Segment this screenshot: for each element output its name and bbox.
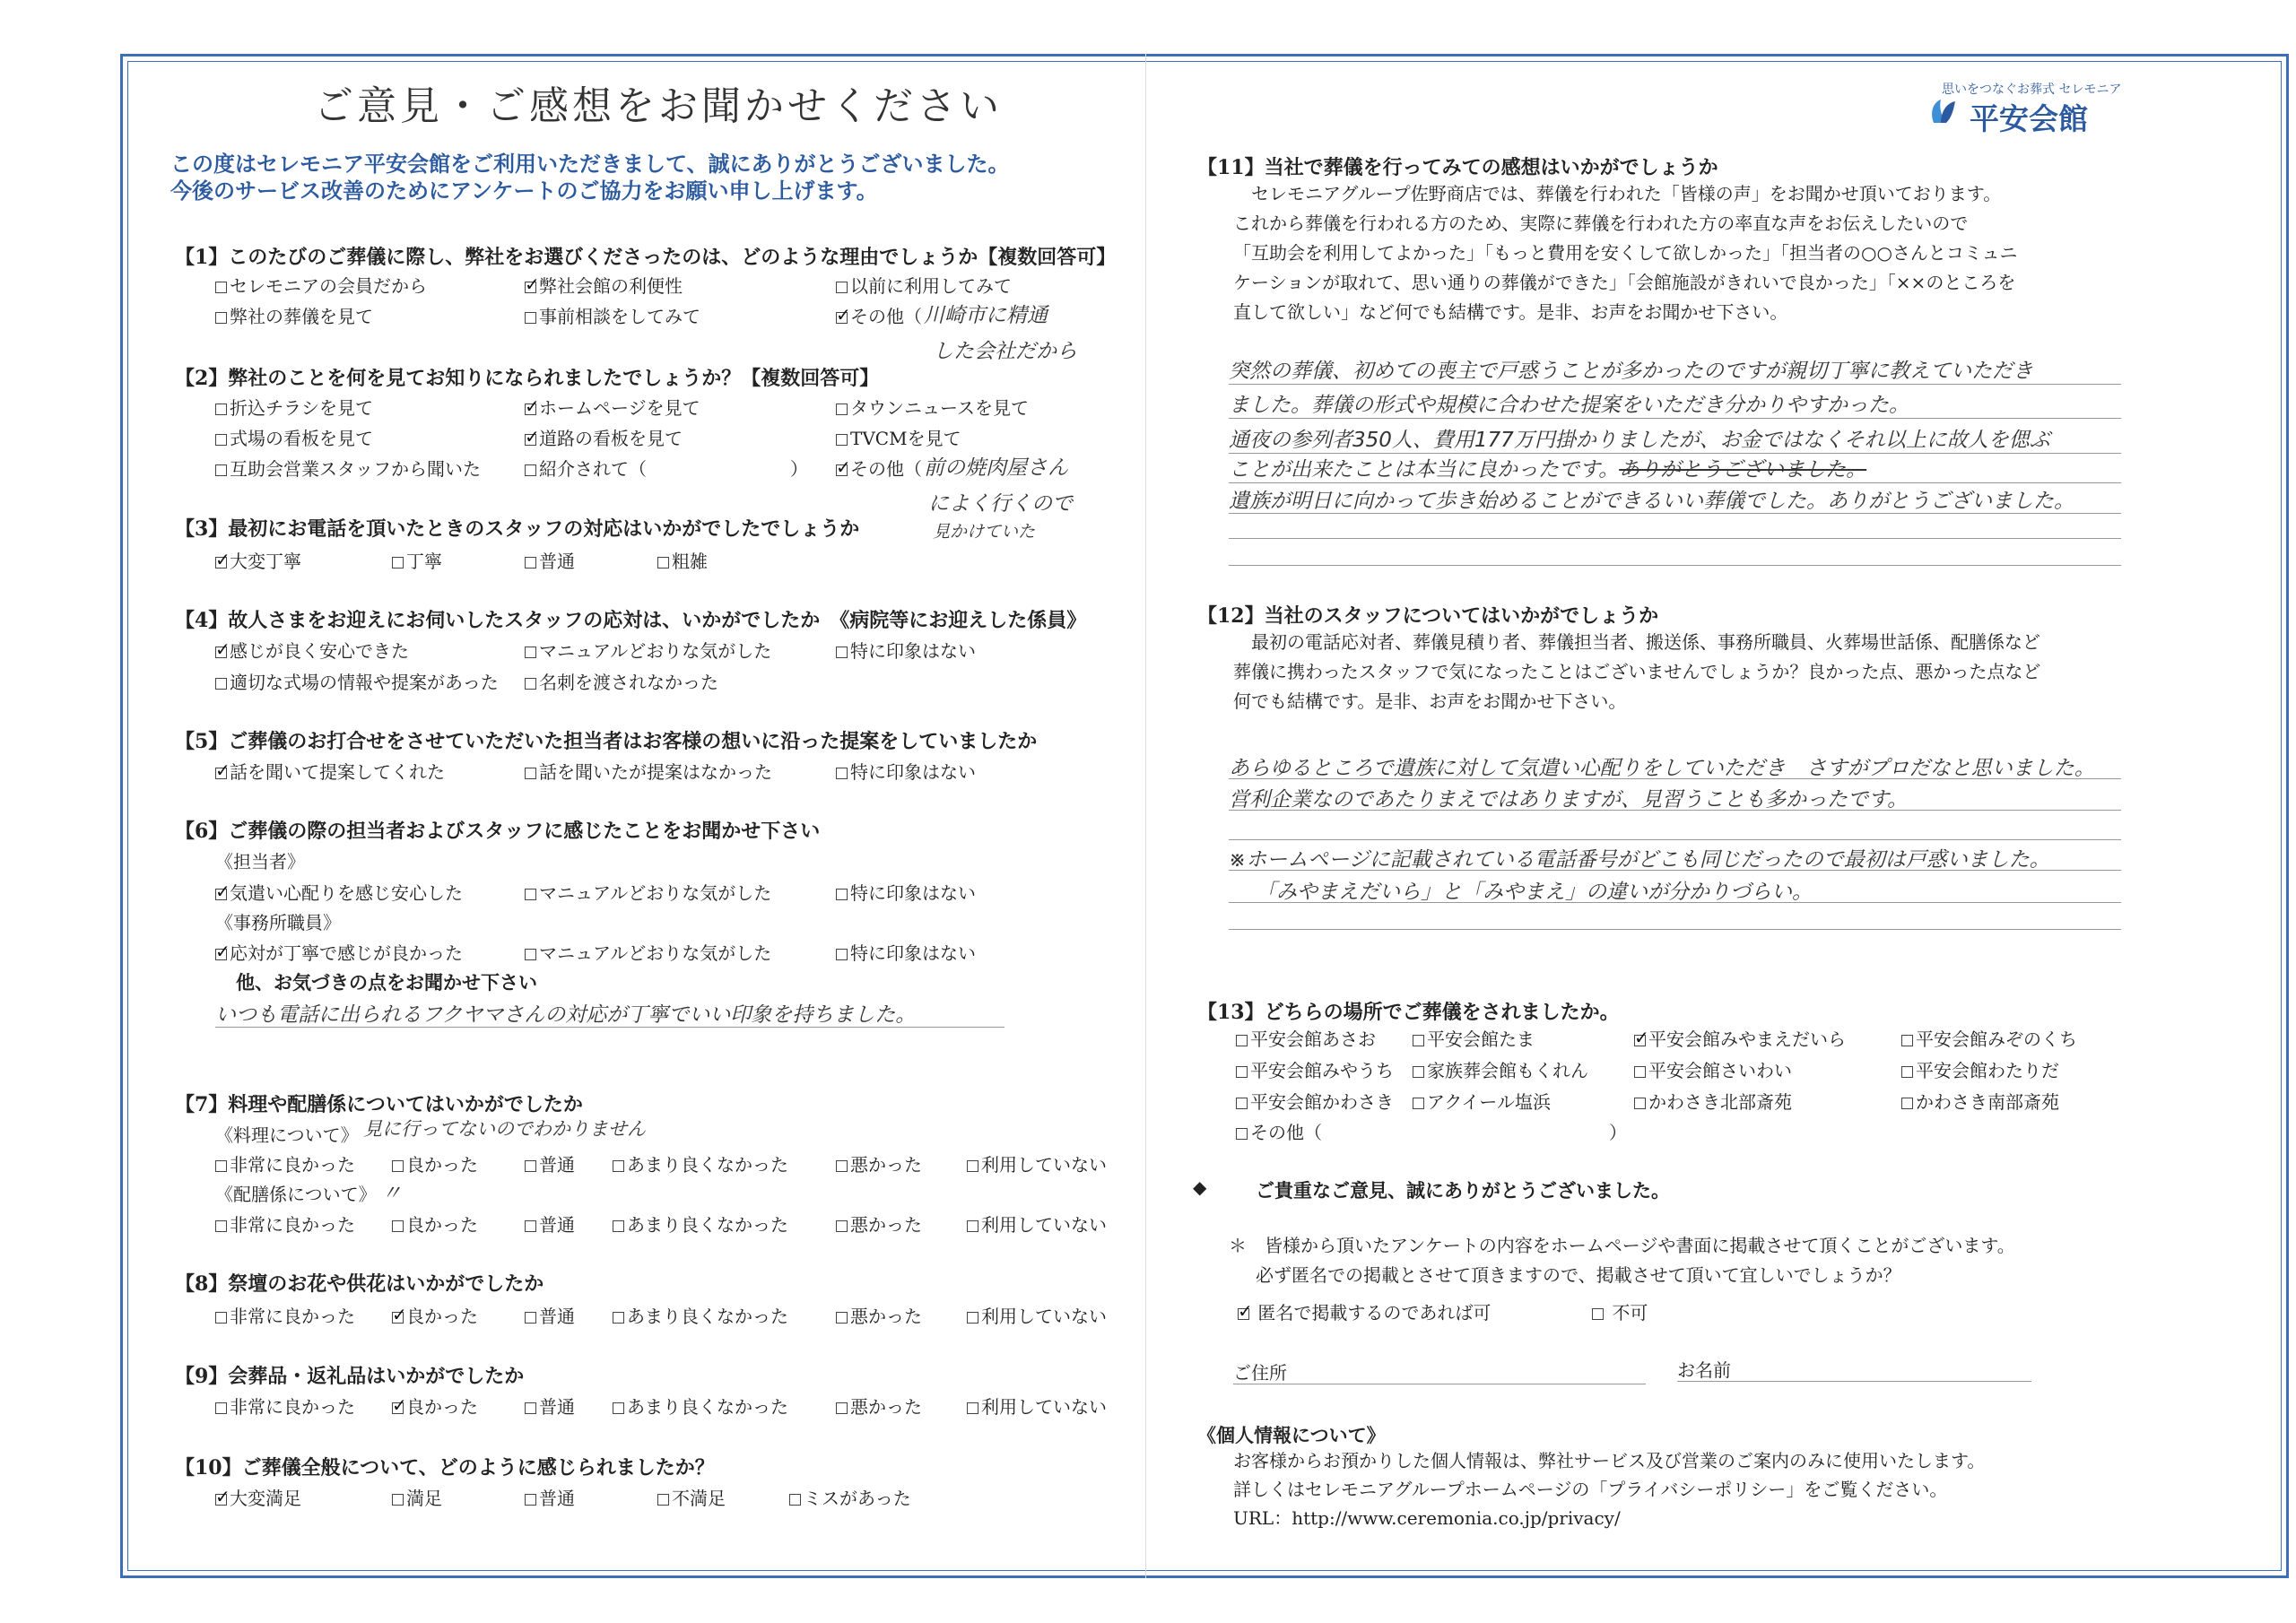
q13-opt-mokuren[interactable]: 家族葬会館もくれん [1413, 1056, 1588, 1082]
checkbox-checked-icon [525, 282, 536, 293]
checkbox-icon [1236, 1128, 1248, 1140]
checkbox-icon [525, 312, 536, 324]
checkbox-icon [525, 949, 536, 960]
q7-handwriting-1: 見に行ってないのでわかりません [363, 1118, 646, 1140]
q7-serve-opt-not-good[interactable]: あまり良くなかった [613, 1211, 788, 1237]
checkbox-icon [1236, 1098, 1248, 1109]
diamond-icon: ◆ [1193, 1176, 1207, 1198]
q2-opt-hall-sign[interactable]: 式場の看板を見て [215, 424, 373, 450]
checkbox-icon [392, 1220, 404, 1232]
checkbox-icon [836, 949, 848, 960]
address-label: ご住所 [1233, 1362, 1287, 1384]
q10-opt-unsatisfied[interactable]: 不満足 [657, 1484, 726, 1510]
checkbox-icon [215, 1402, 227, 1414]
intro-line-1: この度はセレモニア平安会館をご利用いただきまして、誠にありがとうございました。 [170, 151, 1010, 177]
checkbox-checked-icon [215, 647, 227, 658]
checkbox-checked-icon [215, 557, 227, 568]
q7-food-opt-normal[interactable]: 普通 [525, 1150, 575, 1176]
q7-serve-opt-good[interactable]: 良かった [392, 1211, 478, 1237]
checkbox-checked-icon [525, 434, 536, 446]
checkbox-icon [525, 1494, 536, 1506]
q7-sub-serving: 《配膳係について》 [215, 1184, 377, 1205]
q7-sub-food: 《料理について》 [215, 1124, 359, 1146]
q6-staff-opt-care[interactable]: ✓気遣い心配りを感じ安心した [215, 879, 463, 905]
q12-handwriting-4[interactable]: 「みやまえだいら」と「みやまえ」の違いが分かりづらい。 [1256, 881, 1813, 904]
checkbox-icon [215, 434, 227, 446]
q11-handwriting-2[interactable]: ました。葬儀の形式や規模に合わせた提案をいただき分かりやすかった。 [1229, 394, 1909, 417]
privacy-text-1: お客様からお預かりした個人情報は、弊社サービス及び営業のご案内のみに使用いたします。 [1233, 1450, 1986, 1471]
checkbox-icon [967, 1312, 978, 1324]
page-title: ご意見・ご感想をお聞かせください [314, 83, 1003, 129]
q10-opt-very-satisfied[interactable]: ✓大変満足 [215, 1484, 301, 1510]
q5-opt-listened[interactable]: ✓話を聞いて提案してくれた [215, 758, 445, 784]
q11-write-line-4 [1229, 482, 2121, 483]
q12-body-2: 葬儀に携わったスタッフで気になったことはございませんでしょうか？良かった点、悪かった点など [1233, 661, 2041, 682]
q7-food-opt-very-good[interactable]: 非常に良かった [215, 1150, 355, 1176]
q6-handwriting[interactable]: いつも電話に出られるフクヤマさんの対応が丁寧でいい印象を持ちました。 [215, 1003, 917, 1027]
q3-opt-polite[interactable]: 丁寧 [392, 547, 442, 573]
checkbox-icon [967, 1160, 978, 1172]
q6-other-label: 他、お気づきの点をお聞かせ下さい [236, 971, 537, 994]
name-label: お名前 [1677, 1359, 1731, 1381]
checkbox-icon [525, 678, 536, 690]
checkbox-icon [1901, 1066, 1913, 1078]
q12-handwriting-1[interactable]: あらゆるところで遺族に対して気遣い心配りをしていただき さすがプロだなと思いました。 [1229, 757, 2095, 780]
logo-icon [1928, 96, 1959, 126]
company-logo [1928, 76, 2197, 148]
q13-opt-miyamaedaira[interactable]: ✓ 平安会館みやまえだいら [1634, 1025, 1846, 1051]
q7-serve-opt-very-good[interactable]: 非常に良かった [215, 1211, 355, 1237]
checkbox-icon [1634, 1098, 1646, 1109]
q7-serve-opt-bad[interactable]: 悪かった [836, 1211, 922, 1237]
q2-handwriting-1: 前の焼肉屋さん [924, 456, 1068, 480]
checkbox-icon [1236, 1066, 1248, 1078]
q9-opt-unused[interactable]: 利用していない [967, 1393, 1107, 1419]
q9-label: 【9】会葬品・返礼品はいかがでしたか [175, 1365, 525, 1388]
checkbox-icon [613, 1160, 624, 1172]
checkbox-icon [215, 464, 227, 476]
q4-opt-good[interactable]: ✓感じが良く安心できた [215, 637, 409, 663]
q12-write-line-2 [1229, 810, 2121, 811]
q12-write-line-5 [1229, 902, 2121, 903]
checkbox-icon [836, 434, 848, 446]
checkbox-checked-icon [215, 889, 227, 900]
q9-opt-good[interactable]: ✓ 良かった [392, 1393, 478, 1419]
q10-opt-satisfied[interactable]: 満足 [392, 1484, 442, 1510]
checkbox-checked-icon [836, 464, 848, 476]
q4-opt-manual[interactable]: マニュアルどおりな気がした [525, 637, 771, 663]
checkbox-icon [836, 1160, 848, 1172]
q9-opt-very-good[interactable]: 非常に良かった [215, 1393, 355, 1419]
checkbox-checked-icon [836, 312, 848, 324]
q8-opt-not-good[interactable]: あまり良くなかった [613, 1302, 788, 1328]
q6-label: 【6】ご葬儀の際の担当者およびスタッフに感じたことをお聞かせ下さい [175, 820, 821, 843]
checkbox-icon [1901, 1098, 1913, 1109]
q8-opt-good[interactable]: ✓ 良かった [392, 1302, 478, 1328]
checkbox-icon [525, 1402, 536, 1414]
checkbox-checked-icon [215, 1494, 227, 1506]
checkbox-icon [525, 464, 536, 476]
checkbox-checked-icon [392, 1402, 404, 1414]
q3-opt-very-polite[interactable]: ✓大変丁寧 [215, 547, 301, 573]
q1-opt-used-before[interactable]: 以前に利用してみて [836, 272, 1012, 298]
q11-body-5: 直して欲しい」など何でも結構です。是非、お声をお聞かせ下さい。 [1233, 301, 1788, 323]
q11-handwriting-4[interactable]: ことが出来たことは本当に良かったです。ありがとうございました。 [1229, 458, 1867, 482]
checkbox-checked-icon [215, 949, 227, 960]
checkbox-icon [215, 312, 227, 324]
q3-opt-rough[interactable]: 粗雑 [657, 547, 708, 573]
checkbox-icon [836, 889, 848, 900]
q13-opt-miyauchi[interactable]: 平安会館みやうち [1236, 1056, 1394, 1082]
q1-handwriting-1: 川崎市に精通 [924, 304, 1048, 327]
q13-opt-wataruda[interactable]: 平安会館わたりだ [1901, 1056, 2059, 1082]
checkbox-icon [525, 768, 536, 779]
q1-opt-member[interactable]: セレモニアの会員だから [215, 272, 427, 298]
q11-body-3: 「互助会を利用してよかった」「もっと費用を安くして欲しかった」「担当者の○○さんとコミュニ [1233, 242, 2018, 264]
q11-write-line-1 [1229, 384, 2121, 385]
q11-handwriting-5[interactable]: 遺族が明日に向かって歩き始めることができるいい葬儀でした。ありがとうございました。 [1229, 490, 2074, 513]
q13-opt-accueil[interactable]: アクイール塩浜 [1413, 1088, 1551, 1114]
q11-body-1: セレモニアグループ佐野商店では、葬儀を行われた「皆様の声」をお聞かせ頂いております。 [1251, 183, 2002, 204]
privacy-title: 《個人情報について》 [1197, 1424, 1386, 1446]
q7-serve-opt-unused[interactable]: 利用していない [967, 1211, 1107, 1237]
publish-opt-ok[interactable]: ✓ 匿名で掲載するのであれば可 [1238, 1298, 1491, 1324]
checkbox-icon [836, 1312, 848, 1324]
q13-opt-asao[interactable]: 平安会館あさお [1236, 1025, 1376, 1051]
checkbox-icon [215, 1312, 227, 1324]
q1-opt-consult[interactable]: 事前相談をしてみて [525, 302, 700, 328]
q11-write-line-5 [1229, 513, 2121, 514]
checkbox-checked-icon [1634, 1035, 1646, 1046]
q3-opt-normal[interactable]: 普通 [525, 547, 575, 573]
logo-tagline: 思いをつなぐお葬式 セレモニア [1942, 82, 2122, 97]
q6-sub-office: 《事務所職員》 [215, 912, 341, 933]
checkbox-icon [613, 1312, 624, 1324]
checkbox-icon [836, 282, 848, 293]
q2-opt-road-sign[interactable]: ✓ 道路の看板を見て [525, 424, 683, 450]
checkbox-icon [836, 768, 848, 779]
q2-opt-homepage[interactable]: ✓ ホームページを見て [525, 394, 700, 420]
q2-opt-tvcm[interactable]: TVCMを見て [836, 424, 961, 450]
q12-handwriting-3[interactable]: ※ホームページに記載されている電話番号がどこも同じだったので最初は戸惑いました。 [1229, 848, 2050, 872]
page-fold [1145, 54, 1146, 1578]
q12-write-line-6 [1229, 929, 2121, 930]
q8-opt-bad[interactable]: 悪かった [836, 1302, 922, 1328]
privacy-url[interactable]: URL：http://www.ceremonia.co.jp/privacy/ [1233, 1507, 1621, 1529]
checkbox-icon [613, 1402, 624, 1414]
q4-opt-no-impression[interactable]: 特に印象はない [836, 637, 976, 663]
q1-opt-saw-funeral[interactable]: 弊社の葬儀を見て [215, 302, 373, 328]
checkbox-icon [1592, 1308, 1604, 1320]
q1-handwriting-2: した会社だから [933, 340, 1077, 363]
q11-write-line-2 [1229, 418, 2121, 419]
checkbox-icon [657, 557, 669, 568]
q13-opt-south-saien[interactable]: かわさき南部斎苑 [1901, 1088, 2059, 1114]
intro-line-2: 今後のサービス改善のためにアンケートのご協力をお願い申し上げます。 [170, 178, 878, 204]
q7-food-opt-good[interactable]: 良かった [392, 1150, 478, 1176]
q2-handwriting-3: 見かけていた [933, 522, 1036, 542]
q2-opt-town-news[interactable]: タウンニュースを見て [836, 394, 1029, 420]
q8-opt-unused[interactable]: 利用していない [967, 1302, 1107, 1328]
checkbox-icon [1413, 1098, 1424, 1109]
q6-office-opt-none[interactable]: 特に印象はない [836, 939, 976, 965]
q3-label: 【3】最初にお電話を頂いたときのスタッフの対応はいかがでしたでしょうか [175, 517, 860, 541]
q13-opt-mizonokuchi[interactable]: 平安会館みぞのくち [1901, 1025, 2077, 1051]
checkbox-icon [1634, 1066, 1646, 1078]
q12-body-1: 最初の電話応対者、葬儀見積り者、葬儀担当者、搬送係、事務所職員、火葬場世話係、配膳係など [1251, 631, 2040, 653]
checkbox-icon [215, 1220, 227, 1232]
q13-opt-tama[interactable]: 平安会館たま [1413, 1025, 1535, 1051]
q7-food-opt-bad[interactable]: 悪かった [836, 1150, 922, 1176]
q13-opt-other[interactable]: その他（ ） [1236, 1118, 1627, 1144]
q2-label: 【2】弊社のことを何を見てお知りになられましたでしょうか？【複数回答可】 [175, 367, 880, 390]
q8-label: 【8】祭壇のお花や供花はいかがでしたか [175, 1272, 544, 1296]
checkbox-icon [525, 1312, 536, 1324]
q11-write-line-7 [1229, 565, 2121, 566]
checkbox-icon [1901, 1035, 1913, 1046]
q9-opt-normal[interactable]: 普通 [525, 1393, 575, 1419]
name-field[interactable] [1677, 1381, 2031, 1382]
checkbox-icon [525, 647, 536, 658]
q11-handwriting-3[interactable]: 通夜の参列者350人、費用177万円掛かりましたが、お金ではなくそれ以上に故人を偲ぶ [1229, 429, 2050, 452]
q13-opt-north-saien[interactable]: かわさき北部斎苑 [1634, 1088, 1792, 1114]
q9-opt-bad[interactable]: 悪かった [836, 1393, 922, 1419]
checkbox-icon [1236, 1035, 1248, 1046]
publish-opt-ng[interactable]: 不可 [1592, 1298, 1648, 1324]
checkbox-checked-icon [525, 404, 536, 415]
q13-label: 【13】どちらの場所でご葬儀をされましたか。 [1197, 1001, 1620, 1024]
q12-label: 【12】当社のスタッフについてはいかがでしょうか [1197, 604, 1659, 628]
q4-opt-no-card[interactable]: 名刺を渡されなかった [525, 668, 718, 694]
publish-note-2: 必ず匿名での掲載とさせて頂きますので、掲載させて頂いて宜しいでしょうか？ [1256, 1264, 1901, 1286]
checkbox-icon [836, 1402, 848, 1414]
checkbox-icon [215, 404, 227, 415]
q13-opt-kawasaki[interactable]: 平安会館かわさき [1236, 1088, 1394, 1114]
privacy-text-2: 詳しくはセレモニアグループホームページの「プライバシーポリシー」をご覧ください。 [1233, 1479, 1948, 1500]
closing-thanks: ご貴重なご意見、誠にありがとうございました。 [1256, 1179, 1670, 1202]
q11-body-4: ケーションが取れて、思い通りの葬儀ができた」「会館施設がきれいで良かった」「××のところを [1233, 272, 2016, 293]
checkbox-icon [215, 678, 227, 690]
checkbox-icon [215, 282, 227, 293]
q10-opt-mistake[interactable]: ミスがあった [789, 1484, 911, 1510]
q11-body-2: これから葬儀を行われる方のため、実際に葬儀を行われた方の率直な声をお伝えしたいので [1233, 213, 1969, 234]
checkbox-icon [613, 1220, 624, 1232]
q12-write-line-1 [1229, 778, 2121, 779]
q5-opt-no-proposal[interactable]: 話を聞いたが提案はなかった [525, 758, 772, 784]
q6-write-line [215, 1027, 1004, 1028]
checkbox-icon [392, 1494, 404, 1506]
q6-office-opt-polite[interactable]: ✓応対が丁寧で感じが良かった [215, 939, 463, 965]
q13-opt-saiwai[interactable]: 平安会館さいわい [1634, 1056, 1792, 1082]
q7-handwriting-2: 〃 [381, 1182, 402, 1205]
q7-food-opt-not-good[interactable]: あまり良くなかった [613, 1150, 788, 1176]
q6-staff-opt-none[interactable]: 特に印象はない [836, 879, 976, 905]
q5-opt-no-impression[interactable]: 特に印象はない [836, 758, 976, 784]
checkbox-icon [525, 1220, 536, 1232]
checkbox-icon [1413, 1066, 1424, 1078]
q8-opt-normal[interactable]: 普通 [525, 1302, 575, 1328]
checkbox-icon [392, 557, 404, 568]
checkbox-icon [836, 1220, 848, 1232]
q8-opt-very-good[interactable]: 非常に良かった [215, 1302, 355, 1328]
q2-opt-mutual-aid[interactable]: 互助会営業スタッフから聞いた [215, 455, 481, 481]
q1-opt-other[interactable]: ✓ その他（ [836, 302, 922, 328]
logo-name: 平安会館 [1970, 101, 2088, 136]
q10-opt-normal[interactable]: 普通 [525, 1484, 575, 1510]
q10-label: 【10】ご葬儀全般について、どのように感じられましたか？ [175, 1456, 715, 1480]
q2-opt-flyer[interactable]: 折込チラシを見て [215, 394, 373, 420]
checkbox-icon [215, 1160, 227, 1172]
q12-handwriting-2[interactable]: 営利企業なのであたりまえではありますが、見習うことも多かったです。 [1229, 788, 1909, 812]
q12-write-line-4 [1229, 870, 2121, 871]
checkbox-icon [1413, 1035, 1424, 1046]
checkbox-icon [967, 1220, 978, 1232]
q1-label: 【1】このたびのご葬儀に際し、弊社をお選びくださったのは、どのような理由でしょうか【複数回答可】 [175, 246, 1117, 269]
checkbox-icon [967, 1402, 978, 1414]
q7-food-opt-unused[interactable]: 利用していない [967, 1150, 1107, 1176]
q11-label: 【11】当社で葬儀を行ってみての感想はいかがでしょうか [1197, 156, 1718, 179]
checkbox-icon [789, 1494, 801, 1506]
checkbox-icon [836, 404, 848, 415]
checkbox-icon [657, 1494, 669, 1506]
q7-serve-opt-normal[interactable]: 普通 [525, 1211, 575, 1237]
q11-write-line-6 [1229, 538, 2121, 539]
q2-opt-referral[interactable]: 紹介されて（ ） [525, 455, 808, 481]
checkbox-icon [525, 889, 536, 900]
checkbox-icon [836, 647, 848, 658]
q2-handwriting-2: によく行くので [928, 492, 1073, 516]
checkbox-checked-icon [392, 1312, 404, 1324]
q7-label: 【7】料理や配膳係についてはいかがでしたか [175, 1093, 583, 1116]
checkbox-icon [392, 1160, 404, 1172]
q12-body-3: 何でも結構です。是非、お声をお聞かせ下さい。 [1233, 690, 1627, 712]
checkbox-icon [525, 1160, 536, 1172]
q6-office-opt-manual[interactable]: マニュアルどおりな気がした [525, 939, 771, 965]
q2-opt-other[interactable]: ✓ その他（ [836, 455, 922, 481]
checkbox-checked-icon [1238, 1308, 1249, 1320]
checkbox-checked-icon [215, 768, 227, 779]
q12-write-line-3 [1229, 839, 2121, 840]
q11-handwriting-1[interactable]: 突然の葬儀、初めての喪主で戸惑うことが多かったのですが親切丁寧に教えていただき [1229, 360, 2033, 383]
q4-label: 【4】故人さまをお迎えにお伺いしたスタッフの応対は、いかがでしたか 《病院等にお迎えした係員》 [175, 609, 1087, 632]
q1-opt-convenience[interactable]: ✓ 弊社会館の利便性 [525, 272, 683, 298]
q9-opt-not-good[interactable]: あまり良くなかった [613, 1393, 788, 1419]
q6-sub-staff: 《担当者》 [215, 851, 305, 872]
q5-label: 【5】ご葬儀のお打合せをさせていただいた担当者はお客様の想いに沿った提案をしていましたか [175, 730, 1038, 753]
publish-note-1: ＊ 皆様から頂いたアンケートの内容をホームページや書面に掲載させて頂くことがございます。 [1229, 1235, 2015, 1256]
q4-opt-info[interactable]: 適切な式場の情報や提案があった [215, 668, 499, 694]
checkbox-icon [525, 557, 536, 568]
q6-staff-opt-manual[interactable]: マニュアルどおりな気がした [525, 879, 771, 905]
